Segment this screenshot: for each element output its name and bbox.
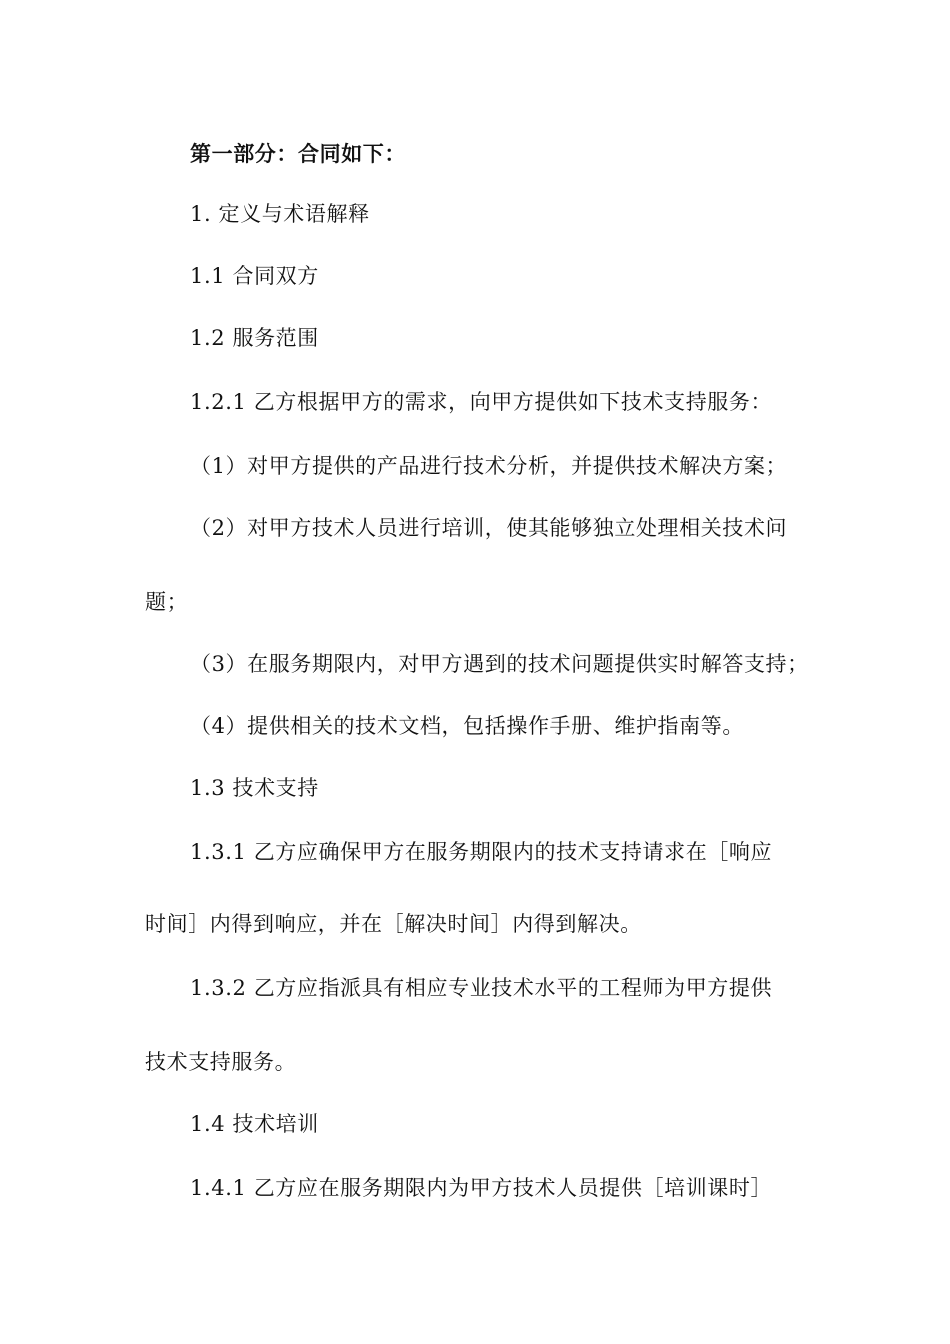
list-item-2: （2）对甲方技术人员进行培训，使其能够独立处理相关技术问 bbox=[190, 516, 788, 540]
clause-1-4-1-text: 1.4.1 乙方应在服务期限内为甲方技术人员提供［培训课时］ bbox=[190, 1176, 773, 1200]
list-item-4: （4）提供相关的技术文档，包括操作手册、维护指南等。 bbox=[190, 714, 744, 738]
clause-1-2-1-text: 1.2.1 乙方根据甲方的需求，向甲方提供如下技术支持服务： bbox=[190, 390, 773, 414]
clause-1-3-1-continued: 时间］内得到响应，并在［解决时间］内得到解决。 bbox=[145, 912, 642, 936]
clause-1-3-2-continued: 技术支持服务。 bbox=[145, 1050, 297, 1074]
clause-1-4-title: 1.4 技术培训 bbox=[190, 1112, 319, 1136]
list-item-1: （1）对甲方提供的产品进行技术分析，并提供技术解决方案； bbox=[190, 454, 788, 478]
list-item-3: （3）在服务期限内，对甲方遇到的技术问题提供实时解答支持； bbox=[190, 652, 809, 676]
clause-1-3-1-text: 1.3.1 乙方应确保甲方在服务期限内的技术支持请求在［响应 bbox=[190, 840, 773, 864]
clause-1-2-title: 1.2 服务范围 bbox=[190, 326, 319, 350]
list-item-2-continued: 题； bbox=[145, 590, 189, 614]
clause-1-3-title: 1.3 技术支持 bbox=[190, 776, 319, 800]
section-heading: 第一部分：合同如下： bbox=[190, 141, 406, 166]
clause-1-1-title: 1.1 合同双方 bbox=[190, 264, 319, 288]
clause-1-3-2-text: 1.3.2 乙方应指派具有相应专业技术水平的工程师为甲方提供 bbox=[190, 976, 773, 1000]
clause-1-title: 1. 定义与术语解释 bbox=[190, 202, 370, 226]
